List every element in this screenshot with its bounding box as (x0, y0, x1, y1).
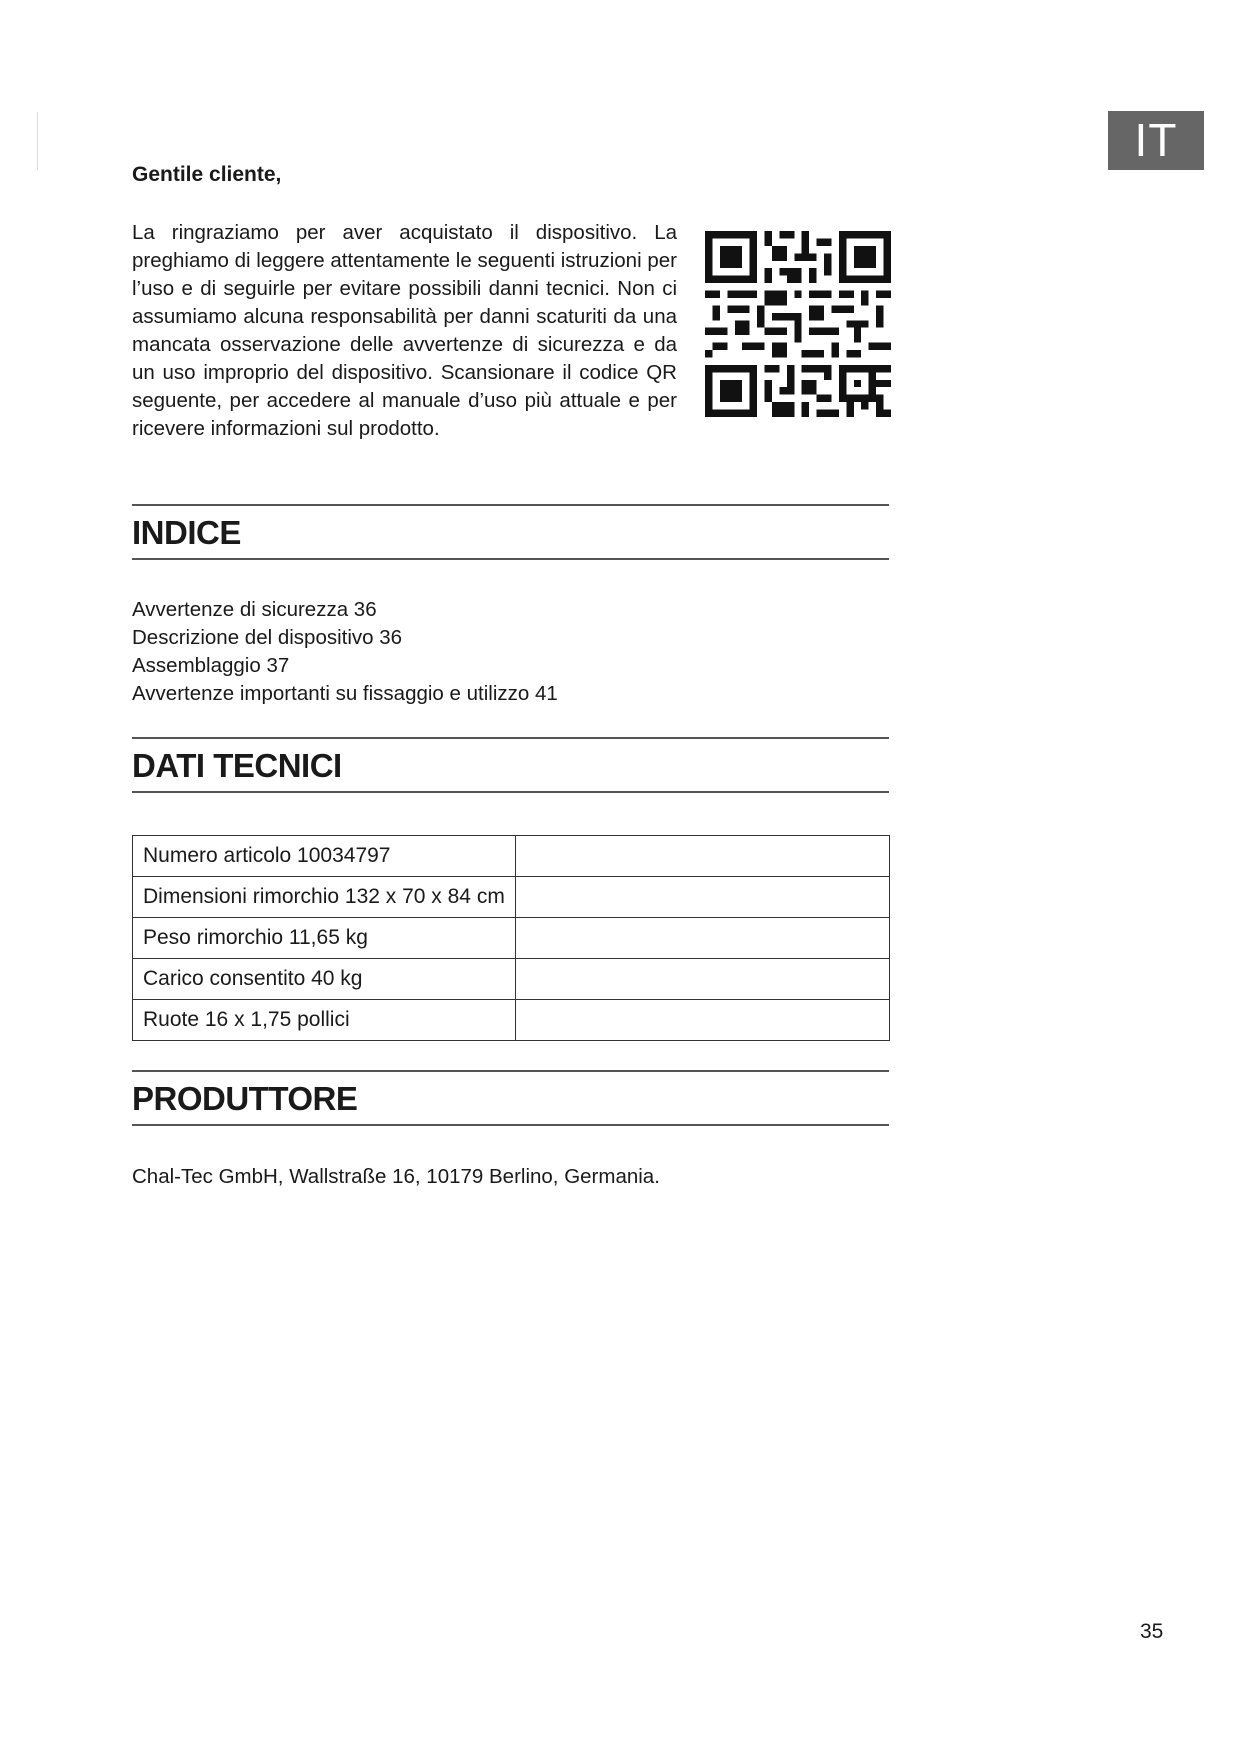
spec-value-cell (515, 959, 889, 1000)
tech-data-table (132, 835, 890, 1041)
spec-value-cell (515, 1000, 889, 1041)
intro-paragraph: La ringraziamo per aver acquistato il dispositivo. La preghiamo di leggere attentamente le seguenti istruzioni per l’uso e di seguirle per evitare possibili danni tecnici. Non ci assumiamo alcuna responsabilità per danni scaturiti da una mancata osservazione delle avvertenze di sicurezza e da un uso improprio del dispositivo. Scansionare il codice QR seguente, per accedere al manuale d’uso più attuale e per ricevere informazioni sul prodotto. (132, 221, 677, 440)
spec-cell: Numero articolo 10034797 (133, 836, 516, 877)
greeting: Gentile cliente, (132, 163, 282, 186)
spec-value-cell (515, 877, 889, 918)
index-title: INDICE (132, 514, 241, 551)
page-number: 35 (1140, 1620, 1164, 1643)
spec-cell: Dimensioni rimorchio 132 x 70 x 84 cm (133, 877, 516, 918)
table-row (133, 836, 890, 877)
index-item: Assemblaggio 37 (132, 654, 290, 677)
index-list (132, 596, 558, 708)
index-item: Avvertenze importanti su fissaggio e utilizzo 41 (132, 682, 558, 705)
index-item: Avvertenze di sicurezza 36 (132, 598, 377, 621)
table-row (133, 1000, 890, 1041)
table-row (133, 959, 890, 1000)
spec-cell: Ruote 16 x 1,75 pollici (133, 1000, 516, 1041)
manufacturer-section (132, 1070, 889, 1126)
index-item: Descrizione del dispositivo 36 (132, 626, 403, 649)
language-badge: IT (1108, 111, 1204, 170)
table-row (133, 877, 890, 918)
spec-value-cell (515, 918, 889, 959)
manufacturer-title: PRODUTTORE (132, 1080, 358, 1117)
index-section (132, 504, 889, 560)
manufacturer-address: Chal-Tec GmbH, Wallstraße 16, 10179 Berlino, Germania. (132, 1165, 660, 1188)
spec-value-cell (515, 836, 889, 877)
table-row (133, 918, 890, 959)
qr-code-icon (705, 231, 891, 417)
tech-data-title: DATI TECNICI (132, 747, 342, 784)
margin-rule (37, 112, 38, 170)
spec-cell: Carico consentito 40 kg (133, 959, 516, 1000)
spec-cell: Peso rimorchio 11,65 kg (133, 918, 516, 959)
tech-data-section (132, 737, 889, 793)
